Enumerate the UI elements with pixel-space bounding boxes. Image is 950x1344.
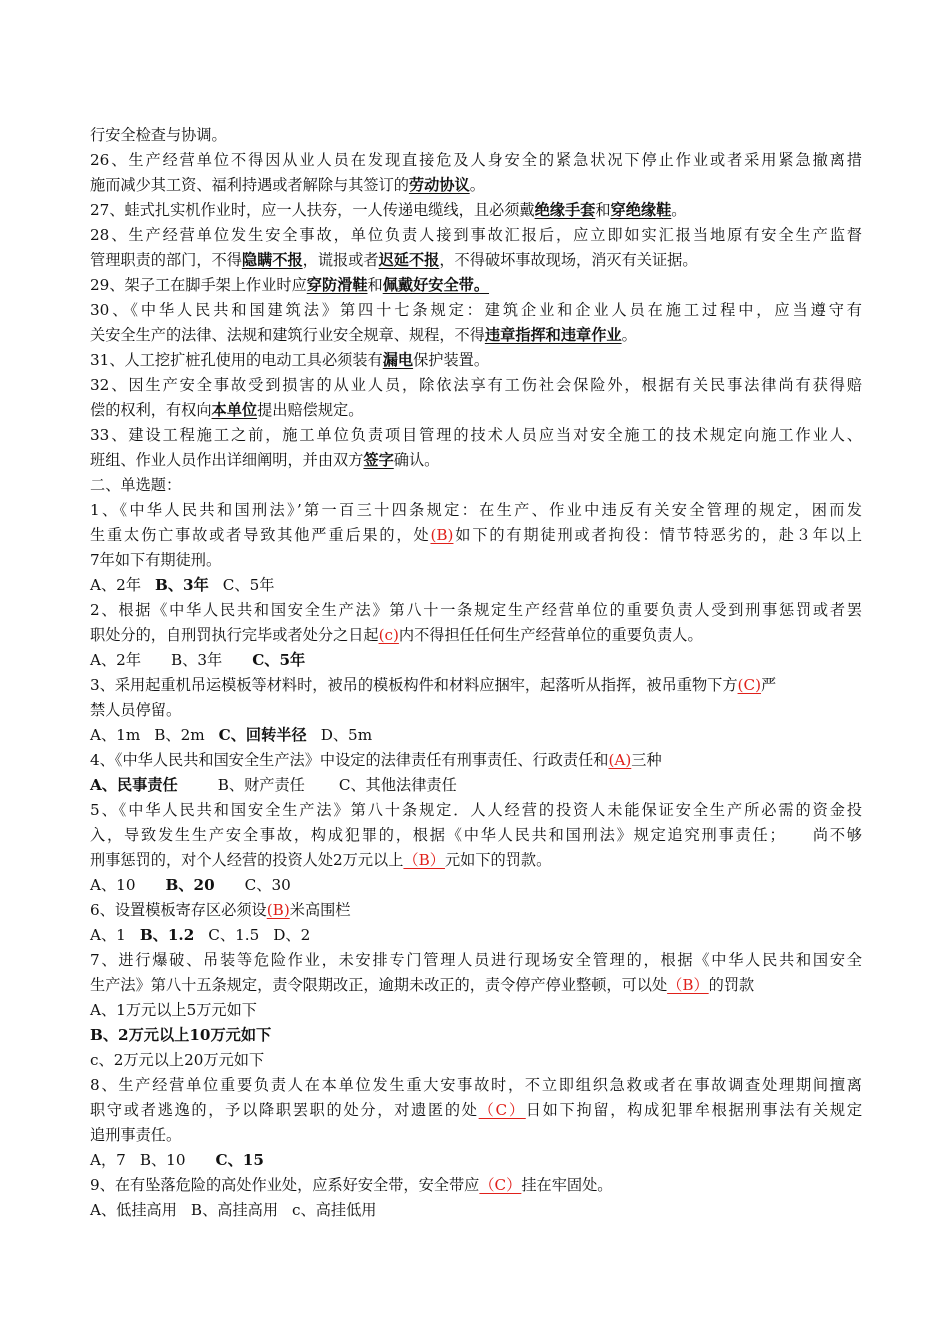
option-b: B、2m bbox=[154, 726, 205, 744]
sc-q2-line1 bbox=[90, 598, 862, 623]
sc-q3-line2 bbox=[90, 698, 862, 723]
answer: 绝缘手套 bbox=[534, 201, 596, 219]
text: 31、人工挖扩桩孔使用的电动工具必须装有 bbox=[90, 351, 383, 369]
answer: 隐瞒不报 bbox=[241, 251, 303, 269]
sc-q3-options bbox=[90, 723, 862, 748]
option-d: D、2 bbox=[273, 926, 311, 944]
answer: （C） bbox=[479, 1176, 522, 1194]
text: 日如下拘留，构成犯罪牟根据刑事法有关规定 bbox=[525, 1101, 863, 1119]
answer: (B) bbox=[266, 901, 290, 919]
option-b: B、2万元以上10万元如下 bbox=[90, 1026, 272, 1044]
sc-q5-line2 bbox=[90, 823, 862, 848]
sc-q8-line1 bbox=[90, 1073, 862, 1098]
q25-tail bbox=[90, 123, 862, 148]
text: 行安全检查与协调。 bbox=[90, 126, 227, 144]
answer: 违章指挥和违章作业 bbox=[484, 326, 622, 344]
text: 内不得担任任何生产经营单位的重要负责人。 bbox=[398, 626, 703, 644]
text: ，谎报或者 bbox=[302, 251, 379, 269]
option-a: A、低挂高用 bbox=[90, 1201, 177, 1219]
option-b: B、1.2 bbox=[139, 926, 195, 944]
answer: (B) bbox=[430, 526, 454, 544]
text: 入，导致发生生产安全事故，构成犯罪的，根据《中华人民共和国刑法》规定追究刑事责任； 尚不够 bbox=[90, 826, 862, 844]
q28-line1 bbox=[90, 223, 862, 248]
text: 追刑事责任。 bbox=[90, 1126, 182, 1144]
answer: 签字 bbox=[363, 451, 394, 469]
answer: （C） bbox=[478, 1101, 526, 1119]
text: 班组、作业人员作出详细阐明，并由双方 bbox=[90, 451, 364, 469]
option-b: B、高挂高用 bbox=[190, 1201, 279, 1219]
text: 偿的权利，有权向 bbox=[90, 401, 212, 419]
q33-line2 bbox=[90, 448, 862, 473]
sc-q1-line3 bbox=[90, 548, 862, 573]
sc-q9-line1 bbox=[90, 1173, 862, 1198]
answer: 穿防滑鞋 bbox=[306, 276, 368, 294]
option-b: B、20 bbox=[165, 876, 215, 894]
option-a: A、1 bbox=[90, 926, 126, 944]
text: 3、采用起重机吊运模板等材料时，被吊的模板构件和材料应捆牢，起落听从指挥，被吊重物下方 bbox=[90, 676, 738, 694]
text: 28、生产经营单位发生安全事故，单位负责人接到事故汇报后，应立即如实汇报当地原有安全生产监督 bbox=[90, 226, 862, 244]
text: 。 bbox=[671, 201, 687, 219]
sc-q4-options bbox=[90, 773, 862, 798]
text: 。 bbox=[621, 326, 637, 344]
text: 32、因生产安全事故受到损害的从业人员，除依法享有工伤社会保险外，根据有关民事法律尚有获得赔 bbox=[90, 376, 862, 394]
text: 6、设置模板寄存区必须设 bbox=[90, 901, 267, 919]
sc-q7-line2 bbox=[90, 973, 862, 998]
text: 职守或者逃逸的，予以降职罢职的处分，对遗匿的处 bbox=[90, 1101, 479, 1119]
sc-q2-options bbox=[90, 648, 862, 673]
option-b: B、3年 bbox=[155, 576, 209, 594]
text: 和 bbox=[367, 276, 383, 294]
text: 职处分的，自刑罚执行完毕或者处分之日起 bbox=[90, 626, 379, 644]
text: 二、单选题： bbox=[90, 476, 182, 494]
sc-q8-line2 bbox=[90, 1098, 862, 1123]
text: 元如下的罚款。 bbox=[444, 851, 552, 869]
sc-q7-line1 bbox=[90, 948, 862, 973]
text: 米高围栏 bbox=[289, 901, 351, 919]
text: 刑事惩罚的，对个人经营的投资人处2万元以上 bbox=[90, 851, 404, 869]
option-b: B、财产责任 bbox=[217, 776, 305, 794]
text: 8、生产经营单位重要负责人在本单位发生重大安事故时，不立即组织急救或者在事故调查处理期间擅离 bbox=[90, 1076, 862, 1094]
q26-line2 bbox=[90, 173, 862, 198]
sc-q1-options bbox=[90, 573, 862, 598]
sc-q8-line3 bbox=[90, 1123, 862, 1148]
document-page bbox=[90, 123, 862, 1223]
text: 27、蛙式扎实机作业时，应一人扶夯，一人传递电缆线，且必须戴 bbox=[90, 201, 535, 219]
option-c: C、15 bbox=[215, 1151, 264, 1169]
text: 29、架子工在脚手架上作业时应 bbox=[90, 276, 307, 294]
option-c: C、回转半径 bbox=[218, 726, 307, 744]
sc-q7-option-b bbox=[90, 1023, 862, 1048]
text: 关安全生产的法律、法规和建筑行业安全规章、规程，不得 bbox=[90, 326, 485, 344]
text: 严 bbox=[761, 676, 777, 694]
answer: 佩戴好安全带。 bbox=[382, 276, 490, 294]
text: 保护装置。 bbox=[413, 351, 490, 369]
answer: (A) bbox=[608, 751, 632, 769]
option-a: A、10 bbox=[90, 876, 136, 894]
sc-q5-line3 bbox=[90, 848, 862, 873]
sc-q8-options bbox=[90, 1148, 862, 1173]
q30-line2 bbox=[90, 323, 862, 348]
text: ，不得破坏事故现场，消灭有关证据。 bbox=[439, 251, 698, 269]
q32-line2 bbox=[90, 398, 862, 423]
text: 。 bbox=[469, 176, 485, 194]
text: 提出赔偿规定。 bbox=[257, 401, 364, 419]
answer: 迟延不报 bbox=[378, 251, 440, 269]
text: 33、建设工程施工之前，施工单位负责项目管理的技术人员应当对安全施工的技术规定向施工作业人、 bbox=[90, 426, 862, 444]
section-title bbox=[90, 473, 862, 498]
text: 禁人员停留。 bbox=[90, 701, 182, 719]
answer: (c) bbox=[378, 626, 399, 644]
option-a: A，7 bbox=[90, 1151, 126, 1169]
option-c: C、5年 bbox=[252, 651, 306, 669]
answer: 劳动协议 bbox=[408, 176, 470, 194]
q27 bbox=[90, 198, 862, 223]
answer: 穿绝缘鞋 bbox=[610, 201, 672, 219]
text: 30、《中华人民共和国建筑法》第四十七条规定：建筑企业和企业人员在施工过程中，应当遵守有 bbox=[90, 301, 862, 319]
text: 的罚款 bbox=[708, 976, 755, 994]
option-c: c、高挂低用 bbox=[292, 1201, 377, 1219]
option-a: A、1m bbox=[90, 726, 141, 744]
sc-q9-options bbox=[90, 1198, 862, 1223]
sc-q2-line2 bbox=[90, 623, 862, 648]
q26-line1 bbox=[90, 148, 862, 173]
sc-q5-line1 bbox=[90, 798, 862, 823]
q29 bbox=[90, 273, 862, 298]
option-c: C、30 bbox=[244, 876, 291, 894]
option-c: c、2万元以上20万元如下 bbox=[90, 1051, 265, 1069]
answer: 漏电 bbox=[382, 351, 414, 369]
text: 如下的有期徒刑或者拘役：情节特恶劣的，赴３年以上 bbox=[453, 526, 863, 544]
option-a: A、2年 bbox=[90, 576, 142, 594]
text: 三种 bbox=[631, 751, 662, 769]
q31 bbox=[90, 348, 862, 373]
text: 9、在有坠落危险的高处作业处，应系好安全带，安全带应 bbox=[90, 1176, 480, 1194]
sc-q6-options bbox=[90, 923, 862, 948]
option-d: D、5m bbox=[320, 726, 373, 744]
text: 7、进行爆破、吊装等危险作业，未安排专门管理人员进行现场安全管理的，根据《中华人民共和国安全 bbox=[90, 951, 862, 969]
answer: （B） bbox=[403, 851, 445, 869]
option-c: C、其他法律责任 bbox=[338, 776, 457, 794]
text: 生产法》第八十五条规定，责令限期改正，逾期未改正的，责令停产停业整顿，可以处 bbox=[90, 976, 668, 994]
option-a: A、1万元以上5万元如下 bbox=[90, 1001, 257, 1019]
q30-line1 bbox=[90, 298, 862, 323]
text: 1、《中华人民共和国刑法》’第一百三十四条规定：在生产、作业中违反有关安全管理的规定，困而发 bbox=[90, 501, 862, 519]
text: 挂在牢固处。 bbox=[521, 1176, 613, 1194]
text: 26、生产经营单位不得因从业人员在发现直接危及人身安全的紧急状况下停止作业或者采用紧急撤离措 bbox=[90, 151, 862, 169]
text: 确认。 bbox=[393, 451, 440, 469]
text: 2、根据《中华人民共和国安全生产法》第八十一条规定生产经营单位的重要负责人受到刑事惩罚或者罢 bbox=[90, 601, 862, 619]
sc-q4-line1 bbox=[90, 748, 862, 773]
text: 生重太伤亡事故或者导致其他严重后果的，处 bbox=[90, 526, 431, 544]
option-c: C、1.5 bbox=[208, 926, 260, 944]
text: 7年如下有期徒刑。 bbox=[90, 551, 222, 569]
option-a: A、2年 bbox=[90, 651, 142, 669]
option-b: B、3年 bbox=[171, 651, 223, 669]
option-c: C、5年 bbox=[222, 576, 275, 594]
option-a: A、民事责任 bbox=[90, 776, 178, 794]
text: 4、《中华人民共和国安全生产法》中设定的法律责任有刑事责任、行政责任和 bbox=[90, 751, 609, 769]
answer: （B） bbox=[667, 976, 709, 994]
option-b: B、10 bbox=[139, 1151, 186, 1169]
answer: 本单位 bbox=[211, 401, 258, 419]
sc-q3-line1 bbox=[90, 673, 862, 698]
q28-line2 bbox=[90, 248, 862, 273]
sc-q5-options bbox=[90, 873, 862, 898]
answer: (C) bbox=[737, 676, 762, 694]
q33-line1 bbox=[90, 423, 862, 448]
text: 和 bbox=[595, 201, 611, 219]
sc-q7-option-c bbox=[90, 1048, 862, 1073]
sc-q1-line1 bbox=[90, 498, 862, 523]
text: 管理职责的部门，不得 bbox=[90, 251, 242, 269]
text: 5、《中华人民共和国安全生产法》第八十条规定．人人经营的投资人未能保证安全生产所必需的资金投 bbox=[90, 801, 862, 819]
q32-line1 bbox=[90, 373, 862, 398]
sc-q7-option-a bbox=[90, 998, 862, 1023]
sc-q6-line1 bbox=[90, 898, 862, 923]
text: 施而减少其工资、福利持遇或者解除与其签订的 bbox=[90, 176, 409, 194]
sc-q1-line2 bbox=[90, 523, 862, 548]
